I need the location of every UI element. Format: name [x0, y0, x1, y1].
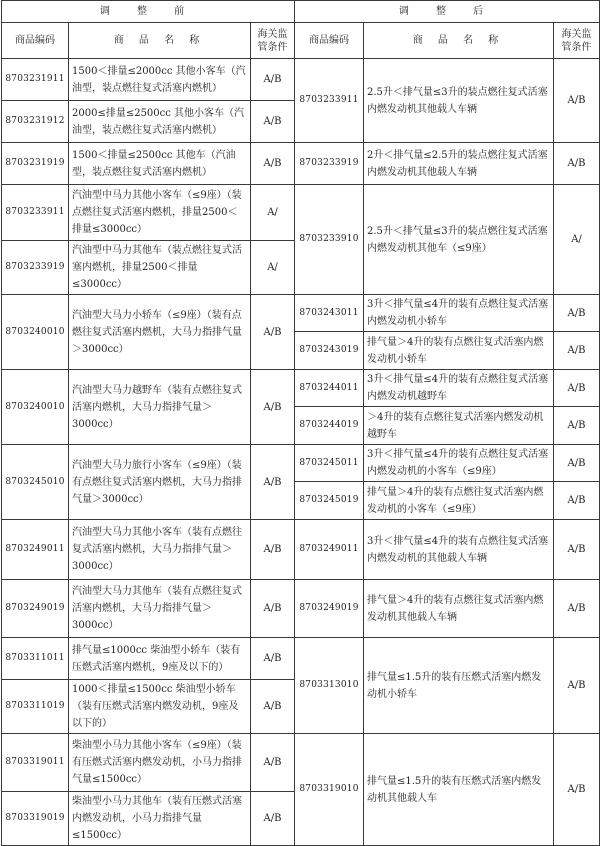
new-name: 2.5升＜排气量≤3升的装点燃往复式活塞内燃发动机其他载人车辆 [364, 59, 554, 143]
new-name: 3升＜排气量≤4升的装有点燃往复式活塞内燃发动机的其他载人车辆 [364, 520, 554, 580]
new-name: 排气量＞4升的装有点燃往复式活塞内燃发动机小轿车 [364, 332, 554, 370]
old-code: 8703249019 [2, 580, 69, 638]
old-cond: A/B [251, 680, 295, 734]
new-cond: A/B [554, 332, 600, 370]
new-cond: A/B [554, 407, 600, 445]
new-cond: A/B [554, 445, 600, 482]
new-cond: A/B [554, 295, 600, 332]
old-name: 汽油型大马力小轿车（≤9座）（装有点燃往复式活塞内燃机，大马力指排气量＞3000cc） [69, 295, 251, 370]
old-name: 2000≤排量≤2500cc 其他小客车（汽油型，装点燃往复式活塞内燃机） [69, 101, 251, 143]
old-name: 汽油型大马力越野车（装有点燃往复式活塞内燃机，大马力指排气量＞3000cc） [69, 370, 251, 445]
col-code-header: 商品编码 [2, 23, 69, 59]
new-cond: A/B [554, 520, 600, 580]
old-cond: A/B [251, 792, 295, 846]
old-name: 1500＜排量≤2000cc 其他小客车（汽油型，装点燃往复式活塞内燃机） [69, 59, 251, 101]
table-row [2, 445, 600, 482]
table-row [2, 295, 600, 332]
old-name: 汽油型大马力其他小客车（装有点燃往复式活塞内燃机，大马力指排气量＞3000cc） [69, 520, 251, 580]
new-cond: A/B [554, 370, 600, 407]
old-cond: A/ [251, 185, 295, 241]
table-row [2, 185, 600, 241]
old-name: 汽油型大马力其他车（装有点燃往复式活塞内燃机，大马力指排气量＞3000cc） [69, 580, 251, 638]
table-row [2, 59, 600, 101]
old-cond: A/ [251, 241, 295, 295]
new-code: 8703233910 [295, 185, 364, 295]
new-code: 8703233919 [295, 143, 364, 185]
old-code: 8703311011 [2, 638, 69, 680]
new-code: 8703249019 [295, 580, 364, 638]
new-code: 8703244011 [295, 370, 364, 407]
old-cond: A/B [251, 59, 295, 101]
new-code: 8703313010 [295, 638, 364, 734]
old-code: 8703311019 [2, 680, 69, 734]
old-code: 8703231911 [2, 59, 69, 101]
old-code: 8703249011 [2, 520, 69, 580]
new-name: ＞4升的装有点燃往复式活塞内燃发动机越野车 [364, 407, 554, 445]
old-cond: A/B [251, 370, 295, 445]
new-code: 8703319010 [295, 734, 364, 846]
new-code: 8703243011 [295, 295, 364, 332]
section-header-row [2, 1, 600, 23]
old-code: 8703231919 [2, 143, 69, 185]
col-code-header-new: 商品编码 [295, 23, 364, 59]
new-cond: A/B [554, 143, 600, 185]
old-code: 8703240010 [2, 370, 69, 445]
table-row [2, 370, 600, 407]
col-cond-header-new: 海关监管条件 [554, 23, 600, 59]
old-code: 8703231912 [2, 101, 69, 143]
new-cond: A/B [554, 638, 600, 734]
old-cond: A/B [251, 445, 295, 520]
new-code: 8703249011 [295, 520, 364, 580]
new-cond: A/B [554, 59, 600, 143]
new-code: 8703243019 [295, 332, 364, 370]
new-code: 8703245011 [295, 445, 364, 482]
old-code: 8703233911 [2, 185, 69, 241]
new-name: 排气量≤1.5升的装有压燃式活塞内燃发动机小轿车 [364, 638, 554, 734]
new-name: 3升＜排气量≤4升的装有点燃往复式活塞内燃发动机越野车 [364, 370, 554, 407]
new-name: 排气量＞4升的装有点燃往复式活塞内燃发动机的小客车（≤9座） [364, 482, 554, 520]
table-row [2, 734, 600, 792]
old-name: 汽油型中马力其他小客车（≤9座）（装点燃往复式活塞内燃机，排量2500＜排量≤3000cc） [69, 185, 251, 241]
col-name-header: 商 品 名 称 [69, 23, 251, 59]
section-after-heading: 调 整 后 [295, 1, 600, 23]
adjustment-table [1, 0, 600, 846]
col-cond-header: 海关监管条件 [251, 23, 295, 59]
new-name: 2升＜排气量≤2.5升的装点燃往复式活塞内燃发动机其他载人车辆 [364, 143, 554, 185]
old-cond: A/B [251, 101, 295, 143]
old-cond: A/B [251, 638, 295, 680]
section-before-heading: 调 整 前 [2, 1, 295, 23]
old-name: 汽油型大马力旅行小客车（≤9座）（装有点燃往复式活塞内燃机，大马力指排气量＞3000cc） [69, 445, 251, 520]
old-cond: A/B [251, 734, 295, 792]
new-cond: A/B [554, 734, 600, 846]
old-name: 1000＜排量≤1500cc 柴油型小轿车（装有压燃式活塞内燃发动机，9座及以下的） [69, 680, 251, 734]
table-row [2, 638, 600, 680]
col-name-header-new: 商 品 名 称 [364, 23, 554, 59]
old-cond: A/B [251, 295, 295, 370]
old-name: 汽油型中马力其他车（装点燃往复式活塞内燃机，排量2500＜排量≤3000cc） [69, 241, 251, 295]
new-name: 排气量＞4升的装有点燃往复式活塞内燃发动机其他载人车辆 [364, 580, 554, 638]
table-row [2, 580, 600, 638]
new-name: 2.5升＜排气量≤3升的装点燃往复式活塞内燃发动机其他车（≤9座） [364, 185, 554, 295]
new-cond: A/B [554, 580, 600, 638]
old-code: 8703319011 [2, 734, 69, 792]
old-code: 8703245010 [2, 445, 69, 520]
old-name: 1500＜排量≤2500cc 其他车（汽油型，装点燃往复式活塞内燃机） [69, 143, 251, 185]
new-code: 8703245019 [295, 482, 364, 520]
table-row [2, 143, 600, 185]
new-name: 排气量≤1.5升的装有压燃式活塞内燃发动机其他载人车 [364, 734, 554, 846]
old-code: 8703240010 [2, 295, 69, 370]
old-name: 排气量≤1000cc 柴油型小轿车（装有压燃式活塞内燃机，9座及以下的） [69, 638, 251, 680]
table-row [2, 520, 600, 580]
old-cond: A/B [251, 580, 295, 638]
old-cond: A/B [251, 143, 295, 185]
old-code: 8703319019 [2, 792, 69, 846]
new-cond: A/ [554, 185, 600, 295]
old-code: 8703233919 [2, 241, 69, 295]
column-header-row [2, 23, 600, 59]
new-code: 8703233911 [295, 59, 364, 143]
old-name: 柴油型小马力其他小客车（≤9座）（装有压燃式活塞内燃发动机，小马力指排气量≤1500cc） [69, 734, 251, 792]
new-name: 3升＜排气量≤4升的装有点燃往复式活塞内燃发动机的小客车（≤9座） [364, 445, 554, 482]
new-code: 8703244019 [295, 407, 364, 445]
new-cond: A/B [554, 482, 600, 520]
old-name: 柴油型小马力其他车（装有压燃式活塞内燃发动机，小马力指排气量≤1500cc） [69, 792, 251, 846]
new-name: 3升＜排气量≤4升的装有点燃往复式活塞内燃发动机小轿车 [364, 295, 554, 332]
old-cond: A/B [251, 520, 295, 580]
